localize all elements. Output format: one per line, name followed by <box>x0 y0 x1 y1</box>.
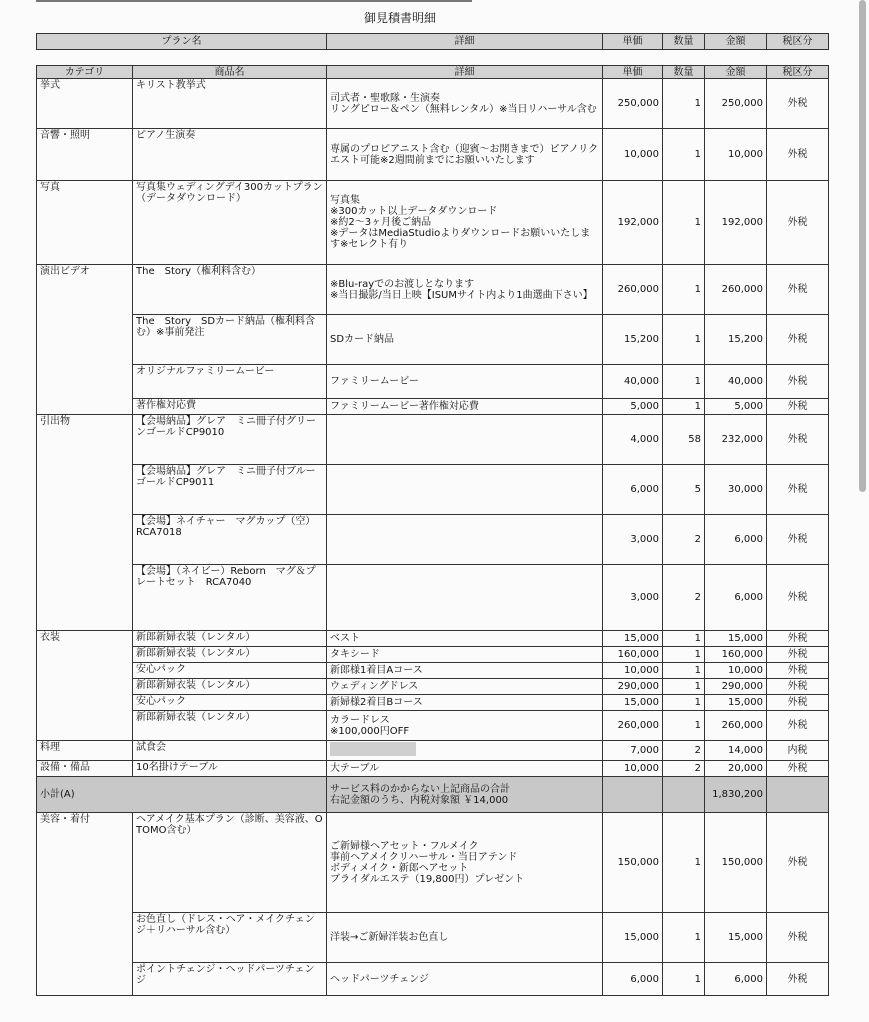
plan-header-table <box>36 33 829 50</box>
unit-price-cell: 192,000 <box>603 181 663 265</box>
detail-cell: ヘッドパーツチェンジ <box>327 963 603 996</box>
detail-cell: ウェディングドレス <box>327 679 603 695</box>
table-row <box>37 647 829 663</box>
tax-cell: 外税 <box>767 813 829 913</box>
qty-cell: 1 <box>663 631 705 647</box>
product-cell: 新郎新婦衣装（レンタル） <box>133 631 327 647</box>
qty-cell: 2 <box>663 565 705 631</box>
product-cell: The Story（権利料含む） <box>133 265 327 315</box>
product-cell: ポイントチェンジ・ヘッドパーツチェンジ <box>133 963 327 996</box>
detail-cell: ベスト <box>327 631 603 647</box>
qty-cell: 1 <box>663 365 705 399</box>
tax-cell: 外税 <box>767 663 829 679</box>
category-cell: 挙式 <box>37 79 133 129</box>
amount-header: 金額 <box>705 34 767 50</box>
amount-cell: 6,000 <box>705 515 767 565</box>
product-cell: 安心パック <box>133 663 327 679</box>
tax-header: 税区分 <box>767 34 829 50</box>
unit-price-cell: 4,000 <box>603 415 663 465</box>
detail-cell <box>327 415 603 465</box>
product-cell: 【会場】ネイチャー マグカップ（空） RCA7018 <box>133 515 327 565</box>
detail-cell-redacted <box>327 741 603 761</box>
table-row <box>37 711 829 741</box>
tax-cell: 外税 <box>767 79 829 129</box>
table-row <box>37 631 829 647</box>
table-row <box>37 365 829 399</box>
qty-cell: 1 <box>663 913 705 963</box>
amount-cell: 250,000 <box>705 79 767 129</box>
category-cell-empty <box>37 963 133 996</box>
unit-price-cell: 160,000 <box>603 647 663 663</box>
product-cell: お色直し（ドレス・ヘア・メイクチェンジ＋リハーサル含む） <box>133 913 327 963</box>
amount-cell: 14,000 <box>705 741 767 761</box>
tax-cell: 外税 <box>767 399 829 415</box>
unit-price-cell: 15,200 <box>603 315 663 365</box>
plan-name-header: プラン名 <box>37 34 327 50</box>
tax-cell: 外税 <box>767 515 829 565</box>
amount-cell: 150,000 <box>705 813 767 913</box>
detail-cell: ファミリームービー <box>327 365 603 399</box>
table-row <box>37 515 829 565</box>
detail-cell <box>327 465 603 515</box>
qty-cell: 2 <box>663 761 705 777</box>
table-row <box>37 813 829 913</box>
estimate-table <box>36 65 829 996</box>
amount-cell: 10,000 <box>705 129 767 181</box>
amount-cell: 40,000 <box>705 365 767 399</box>
category-cell: 設備・備品 <box>37 761 133 777</box>
category-cell: 美容・着付 <box>37 813 133 913</box>
unit-price-cell: 15,000 <box>603 913 663 963</box>
product-cell: オリジナルファミリームービー <box>133 365 327 399</box>
qty-cell: 1 <box>663 399 705 415</box>
amount-cell: 6,000 <box>705 963 767 996</box>
unit-price-cell: 10,000 <box>603 761 663 777</box>
detail-cell: ※Blu-rayでのお渡しとなります ※当日撮影/当日上映【ISUMサイト内より1曲選曲下さい】 <box>327 265 603 315</box>
product-cell: ヘアメイク基本プラン（診断、美容液、OTOMO含む） <box>133 813 327 913</box>
product-cell: 写真集ウェディングデイ300カットプラン（データダウンロード） <box>133 181 327 265</box>
qty-cell: 1 <box>663 813 705 913</box>
detail-cell <box>327 565 603 631</box>
plan-header-row <box>37 34 829 50</box>
tax-cell: 外税 <box>767 631 829 647</box>
amount-cell: 15,000 <box>705 913 767 963</box>
detail-cell: ファミリームービー著作権対応費 <box>327 399 603 415</box>
tax-cell: 外税 <box>767 465 829 515</box>
amount-cell: 290,000 <box>705 679 767 695</box>
amount-cell: 20,000 <box>705 761 767 777</box>
amount-cell: 15,000 <box>705 631 767 647</box>
qty-cell: 1 <box>663 695 705 711</box>
tax-cell: 外税 <box>767 265 829 315</box>
table-row <box>37 265 829 315</box>
amount-header: 金額 <box>705 66 767 79</box>
qty-cell: 1 <box>663 963 705 996</box>
detail-cell: 大テーブル <box>327 761 603 777</box>
table-row <box>37 465 829 515</box>
tax-cell: 外税 <box>767 711 829 741</box>
subtotal-row <box>37 777 829 813</box>
table-row <box>37 695 829 711</box>
detail-header: 詳細 <box>327 66 603 79</box>
amount-cell: 160,000 <box>705 647 767 663</box>
qty-cell: 1 <box>663 129 705 181</box>
tax-cell: 内税 <box>767 741 829 761</box>
detail-cell: 専属のプロピアニスト含む（迎賓～お開きまで）ピアノリクエスト可能※2週間前までにお願いいたします <box>327 129 603 181</box>
subtotal-empty <box>767 777 829 813</box>
tax-cell: 外税 <box>767 565 829 631</box>
subtotal-label: 小計(A) <box>37 777 327 813</box>
subtotal-empty <box>663 777 705 813</box>
category-cell-empty <box>37 399 133 415</box>
subtotal-amount: 1,830,200 <box>705 777 767 813</box>
redacted-block <box>330 742 416 756</box>
tax-cell: 外税 <box>767 679 829 695</box>
qty-cell: 1 <box>663 265 705 315</box>
document-title: 御見積書明細 <box>363 11 436 25</box>
category-cell: 衣装 <box>37 631 133 647</box>
tax-cell: 外税 <box>767 181 829 265</box>
product-cell: 【会場納品】グレア ミニ冊子付ブルーゴールドCP9011 <box>133 465 327 515</box>
detail-cell: 新郎様1着目Aコース <box>327 663 603 679</box>
table-row <box>37 181 829 265</box>
qty-cell: 1 <box>663 663 705 679</box>
amount-cell: 5,000 <box>705 399 767 415</box>
qty-cell: 1 <box>663 647 705 663</box>
category-cell-empty <box>37 465 133 515</box>
amount-cell: 260,000 <box>705 711 767 741</box>
product-cell: 【会場納品】グレア ミニ冊子付グリーンゴールドCP9010 <box>133 415 327 465</box>
table-row <box>37 761 829 777</box>
table-row <box>37 663 829 679</box>
tax-cell: 外税 <box>767 695 829 711</box>
tax-cell: 外税 <box>767 647 829 663</box>
unit-price-header: 単価 <box>603 34 663 50</box>
table-row <box>37 741 829 761</box>
table-row <box>37 399 829 415</box>
table-row <box>37 315 829 365</box>
product-cell: 新郎新婦衣装（レンタル） <box>133 647 327 663</box>
category-cell-empty <box>37 515 133 565</box>
product-cell: キリスト教挙式 <box>133 79 327 129</box>
tax-cell: 外税 <box>767 963 829 996</box>
qty-cell: 5 <box>663 465 705 515</box>
product-cell: 著作権対応費 <box>133 399 327 415</box>
qty-header: 数量 <box>663 34 705 50</box>
category-cell: 音響・照明 <box>37 129 133 181</box>
detail-cell: 洋装→ご新婦洋装お色直し <box>327 913 603 963</box>
product-cell: 【会場】（ネイビー）Reborn マグ＆プレートセット RCA7040 <box>133 565 327 631</box>
unit-price-cell: 40,000 <box>603 365 663 399</box>
category-header: カテゴリ <box>37 66 133 79</box>
unit-price-cell: 7,000 <box>603 741 663 761</box>
qty-cell: 1 <box>663 711 705 741</box>
unit-price-cell: 260,000 <box>603 265 663 315</box>
product-cell: 試食会 <box>133 741 327 761</box>
product-cell: ピアノ生演奏 <box>133 129 327 181</box>
unit-price-cell: 260,000 <box>603 711 663 741</box>
category-cell: 演出ビデオ <box>37 265 133 315</box>
product-cell: 新郎新婦衣装（レンタル） <box>133 679 327 695</box>
unit-price-cell: 150,000 <box>603 813 663 913</box>
detail-cell <box>327 515 603 565</box>
amount-cell: 15,200 <box>705 315 767 365</box>
unit-price-cell: 10,000 <box>603 663 663 679</box>
qty-cell: 58 <box>663 415 705 465</box>
scrollbar-thumb[interactable] <box>859 0 866 492</box>
qty-cell: 2 <box>663 741 705 761</box>
detail-cell: タキシード <box>327 647 603 663</box>
amount-cell: 30,000 <box>705 465 767 515</box>
amount-cell: 260,000 <box>705 265 767 315</box>
qty-cell: 1 <box>663 79 705 129</box>
qty-cell: 1 <box>663 181 705 265</box>
unit-price-cell: 290,000 <box>603 679 663 695</box>
category-cell-empty <box>37 679 133 695</box>
detail-cell: 司式者・聖歌隊・生演奏 リングピロー＆ペン（無料レンタル）※当日リハーサル含む <box>327 79 603 129</box>
category-cell-empty <box>37 695 133 711</box>
tax-cell: 外税 <box>767 913 829 963</box>
table-row <box>37 565 829 631</box>
qty-cell: 1 <box>663 679 705 695</box>
table-row <box>37 79 829 129</box>
tax-cell: 外税 <box>767 415 829 465</box>
qty-cell: 2 <box>663 515 705 565</box>
subtotal-empty <box>603 777 663 813</box>
category-cell-empty <box>37 913 133 963</box>
amount-cell: 15,000 <box>705 695 767 711</box>
table-row <box>37 129 829 181</box>
subtotal-detail: サービス料のかからない上記商品の合計 右記金額のうち、内税対象額 ￥14,000 <box>327 777 603 813</box>
unit-price-cell: 5,000 <box>603 399 663 415</box>
category-cell: 引出物 <box>37 415 133 465</box>
product-cell: 新郎新婦衣装（レンタル） <box>133 711 327 741</box>
unit-price-cell: 250,000 <box>603 79 663 129</box>
amount-cell: 232,000 <box>705 415 767 465</box>
detail-cell: カラードレス ※100,000円OFF <box>327 711 603 741</box>
category-cell-empty <box>37 711 133 741</box>
category-cell-empty <box>37 565 133 631</box>
detail-cell: SDカード納品 <box>327 315 603 365</box>
detail-cell: ご新婦様ヘアセット・フルメイク 事前ヘアメイクリハーサル・当日アテンド ボディメイク・新郎ヘアセット ブライダルエステ（19,800円）プレゼント <box>327 813 603 913</box>
product-header: 商品名 <box>133 66 327 79</box>
amount-cell: 10,000 <box>705 663 767 679</box>
table-row <box>37 415 829 465</box>
table-row <box>37 679 829 695</box>
amount-cell: 192,000 <box>705 181 767 265</box>
category-cell-empty <box>37 663 133 679</box>
detail-header: 詳細 <box>327 34 603 50</box>
product-cell: 安心パック <box>133 695 327 711</box>
unit-price-cell: 10,000 <box>603 129 663 181</box>
unit-price-cell: 3,000 <box>603 565 663 631</box>
product-cell: The Story SDカード納品（権利料含む）※事前発注 <box>133 315 327 365</box>
product-cell: 10名掛けテーブル <box>133 761 327 777</box>
category-cell: 写真 <box>37 181 133 265</box>
detail-cell: 写真集 ※300カット以上データダウンロード ※約2～3ヶ月後ご納品 ※データはMediaStudioよりダウンロードお願いいたします※セレクト有り <box>327 181 603 265</box>
table-row <box>37 963 829 996</box>
tax-header: 税区分 <box>767 66 829 79</box>
category-cell-empty <box>37 315 133 365</box>
unit-price-cell: 6,000 <box>603 465 663 515</box>
unit-price-header: 単価 <box>603 66 663 79</box>
qty-cell: 1 <box>663 315 705 365</box>
top-rule <box>36 0 472 2</box>
tax-cell: 外税 <box>767 315 829 365</box>
unit-price-cell: 15,000 <box>603 695 663 711</box>
category-cell: 料理 <box>37 741 133 761</box>
category-cell-empty <box>37 647 133 663</box>
amount-cell: 6,000 <box>705 565 767 631</box>
unit-price-cell: 15,000 <box>603 631 663 647</box>
detail-cell: 新婦様2着目Bコース <box>327 695 603 711</box>
unit-price-cell: 3,000 <box>603 515 663 565</box>
table-row <box>37 913 829 963</box>
qty-header: 数量 <box>663 66 705 79</box>
unit-price-cell: 6,000 <box>603 963 663 996</box>
tax-cell: 外税 <box>767 365 829 399</box>
tax-cell: 外税 <box>767 129 829 181</box>
tax-cell: 外税 <box>767 761 829 777</box>
category-cell-empty <box>37 365 133 399</box>
item-header-row <box>37 66 829 79</box>
